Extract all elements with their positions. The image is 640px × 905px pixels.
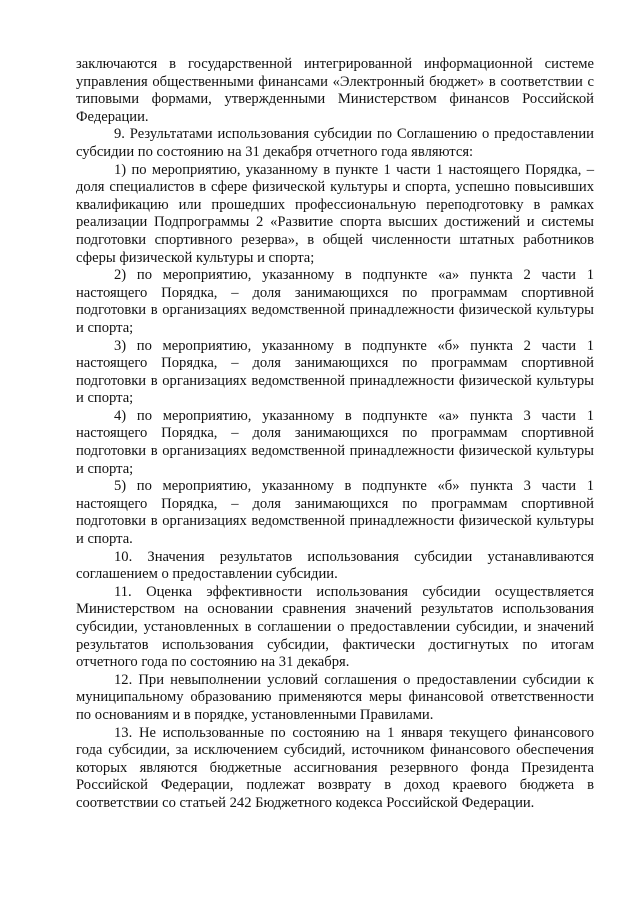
paragraph-subitem-1: 1) по мероприятию, указанному в пункте 1 части 1 настоящего Порядка, – доля специалистов в сфере физической культуры и спорта, успешно повысивших квалификацию или прошедших профессиональную переподготовку в рамках реализации Подпрограммы 2 «Развитие спорта высших достижений и системы подготовки спортивного резерва», в общей численности штатных работников сферы физической культуры и спорта; — [76, 161, 594, 266]
paragraph-subitem-5: 5) по мероприятию, указанному в подпункте «б» пункта 3 части 1 настоящего Порядка, – доля занимающихся по программам спортивной подготовки в организациях ведомственной принадлежности физической культуры и спорта. — [76, 478, 594, 548]
paragraph-subitem-2: 2) по мероприятию, указанному в подпункте «а» пункта 2 части 1 настоящего Порядка, – доля занимающихся по программам спортивной подготовки в организациях ведомственной принадлежности физической культуры и спорта; — [76, 267, 594, 336]
paragraph-item-10: 10. Значения результатов использования субсидии устанавливаются соглашением о предоставлении субсидии. — [76, 548, 594, 583]
paragraph-subitem-4: 4) по мероприятию, указанному в подпункте «а» пункта 3 части 1 настоящего Порядка, – доля занимающихся по программам спортивной подготовки в организациях ведомственной принадлежности физической культуры и спорта; — [76, 407, 594, 477]
paragraph-subitem-3: 3) по мероприятию, указанному в подпункте «б» пункта 2 части 1 настоящего Порядка, – доля занимающихся по программам спортивной подготовки в организациях ведомственной принадлежности физической культуры и спорта; — [76, 337, 594, 407]
paragraph-item-11: 11. Оценка эффективности использования субсидии осуществляется Министерством на основании сравнения значений результатов использования субсидии, установленных в соглашении о предоставлении субсидии, и значений результатов использования субсидии, фактически достигнутых по итогам отчетного года по состоянию на 31 декабря. — [76, 583, 594, 671]
paragraph-item-9: 9. Результатами использования субсидии по Соглашению о предоставлении субсидии по состоянию на 31 декабря отчетного года являются: — [76, 126, 594, 160]
paragraph-item-13: 13. Не использованные по состоянию на 1 января текущего финансового года субсидии, за исключением субсидий, источником финансового обеспечения которых являются бюджетные ассигнования резервного фонда Президента Российской Федерации, подлежат возврату в доход краевого бюджета в соответствии со статьей 242 Бюджетного кодекса Российской Федерации. — [76, 724, 594, 811]
paragraph-continuation: заключаются в государственной интегрированной информационной системе управления общественными финансами «Электронный бюджет» в соответствии с типовыми формами, утвержденными Министерством финансов Российской Федерации. — [76, 56, 594, 125]
paragraph-item-12: 12. При невыполнении условий соглашения о предоставлении субсидии к муниципальному образованию применяются меры финансовой ответственности по основаниям и в порядке, установленными Правилами. — [76, 671, 594, 723]
